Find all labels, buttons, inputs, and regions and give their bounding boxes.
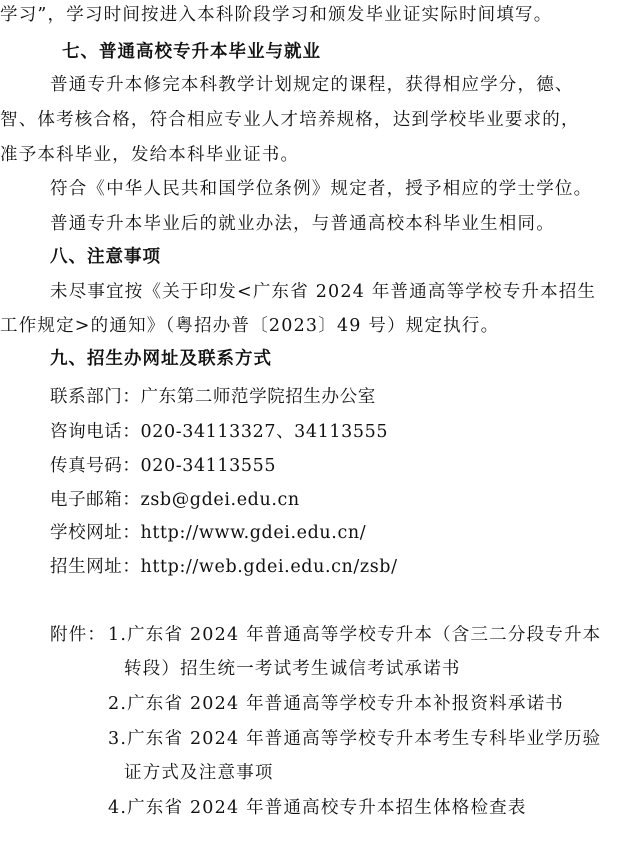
paragraph-line: 普通专升本修完本科教学计划规定的课程，获得相应学分，德、: [50, 75, 574, 95]
contact-fax: 传真号码：020-34113555: [50, 456, 277, 476]
attachment-item-4: [108, 796, 527, 820]
section-heading-8: 八、注意事项: [50, 247, 161, 267]
attachment-title: 广东省 2024 年普通高等学校专升本考生专科毕业学历验: [127, 729, 602, 749]
attachment-title: 广东省 2024 年普通高等学校专升本补报资料承诺书: [127, 694, 564, 714]
contact-school-website: 学校网址：http://www.gdei.edu.cn/: [50, 523, 367, 543]
section-heading-7: 七、普通高校专升本毕业与就业: [62, 42, 321, 62]
paragraph-line: 工作规定>的通知》（粤招办普〔2023〕49 号）规定执行。: [0, 316, 500, 336]
paragraph-line: 智、体考核合格，符合相应专业人才培养规格，达到学校毕业要求的，: [0, 110, 580, 130]
attachment-title: 广东省 2024 年普通高校专升本招生体格检查表: [127, 798, 527, 818]
contact-phone: 咨询电话：020-34113327、34113555: [50, 422, 389, 442]
attachment-item-1-continued: 转段）招生统一考试考生诚信考试承诺书: [124, 659, 461, 679]
contact-email: 电子邮箱：zsb@gdei.edu.cn: [50, 490, 300, 510]
contact-department: 联系部门：广东第二师范学院招生办公室: [50, 387, 376, 407]
attachment-item-3: [108, 727, 601, 751]
attachments-label: 附件：: [50, 625, 107, 645]
paragraph-line: 普通专升本毕业后的就业办法，与普通高校本科毕业生相同。: [50, 214, 555, 234]
paragraph-line: 未尽事宜按《关于印发<广东省 2024 年普通高等学校专升本招生: [50, 282, 597, 302]
section-heading-9: 九、招生办网址及联系方式: [50, 349, 272, 369]
paragraph-line: 准予本科毕业，发给本科毕业证书。: [0, 145, 300, 165]
attachment-item-3-continued: 证方式及注意事项: [124, 763, 274, 783]
attachment-number: 3.: [108, 729, 128, 749]
attachment-number: 1.: [108, 625, 128, 645]
paragraph-line: 符合《中华人民共和国学位条例》规定者，授予相应的学士学位。: [50, 179, 593, 199]
attachment-number: 2.: [108, 694, 128, 714]
attachment-item-2: [108, 692, 564, 716]
attachment-item-1: [108, 623, 601, 647]
text-line: 学习”，学习时间按进入本科阶段学习和颁发毕业证实际时间填写。: [0, 5, 553, 25]
attachment-number: 4.: [108, 798, 128, 818]
attachment-title: 广东省 2024 年普通高等学校专升本（含三二分段专升本: [127, 625, 602, 645]
contact-admissions-website: 招生网址：http://web.gdei.edu.cn/zsb/: [50, 557, 398, 577]
